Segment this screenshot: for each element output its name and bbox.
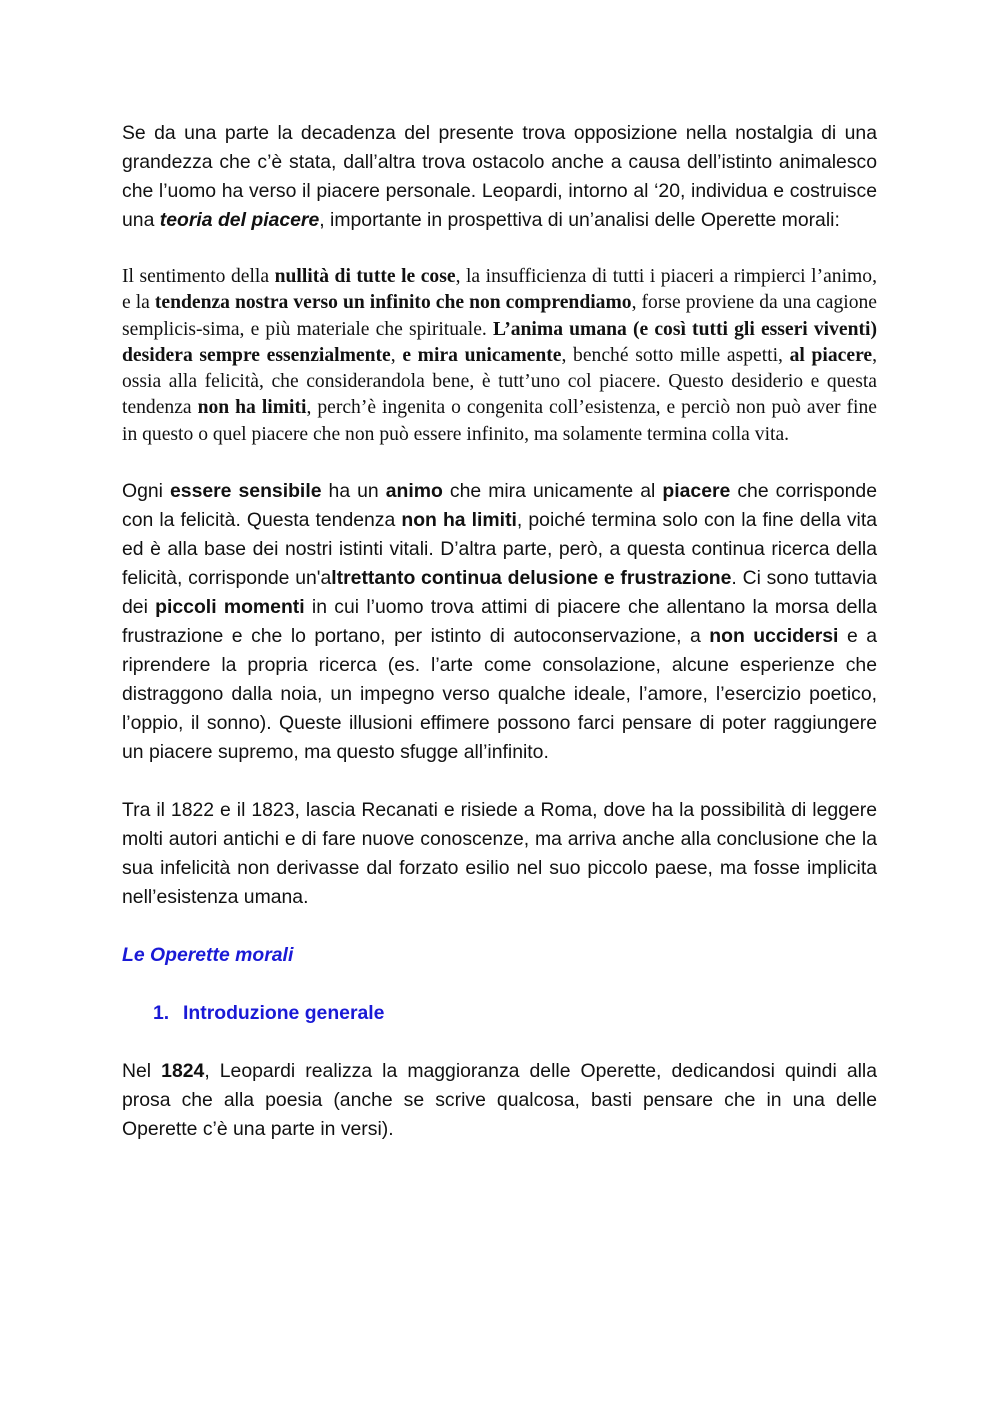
text-run: Ogni (122, 480, 170, 503)
paragraph-intro (122, 119, 877, 235)
text-run: , la insufficienza di tutti i piaceri a rimpierci l’animo, e la (122, 266, 877, 314)
text-run: e a riprendere la propria ricerca (es. l’arte come consolazione, alcune esperienze che distraggono dalla noia, un impegno verso qualche ideale, l’amore, l’esercizio poetico, l’oppio, il sonno). Queste illusioni effimere possono farci pensare di poter raggiungere un piacere supremo, ma questo sfugge all’infinito. (122, 625, 878, 764)
subsection-heading (122, 999, 877, 1028)
paragraph-piacere (122, 477, 877, 767)
bold-run: piccoli momenti (155, 596, 305, 619)
text-run: , benché sotto mille aspetti, (561, 344, 790, 366)
text-run: che mira unicamente al (442, 480, 663, 503)
bold-run: L’anima umana (e così tutti gli esseri viventi) desidera sempre essenzialmente (122, 318, 878, 366)
emphasis-teoria-del-piacere: teoria del piacere (159, 209, 320, 231)
text-run: Nel (122, 1060, 162, 1083)
subsection-title: Introduzione generale (183, 1002, 385, 1025)
bold-run: essere sensibile (170, 480, 322, 503)
text-run: , perch’è ingenita o congenita coll’esistenza, e perciò non può aver fine in questo o quel piacere che non può essere infinito, ma solamente termina colla vita. (122, 397, 877, 445)
bold-run: non ha limiti (401, 509, 517, 532)
text-run: ha un (321, 480, 386, 503)
text-run: . Ci sono tuttavia dei (122, 567, 877, 619)
paragraph-roma: Tra il 1822 e il 1823, lascia Recanati e risiede a Roma, dove ha la possibilità di leggere molti autori antichi e di fare nuove conoscenze, ma arriva anche alla conclusione che la sua infelicità non derivasse dal forzato esilio nel suo piccolo paese, ma fosse implicita nell’esistenza umana. (122, 799, 877, 909)
text-run: Se da una parte la decadenza del presente trova opposizione nella nostalgia di una grandezza che c’è stata, dall’altra trova ostacolo anche a causa dell’istinto animalesco che l’uomo ha verso il piacere personale. Leopardi, intorno al ‘20, individua e costruisce una (122, 122, 877, 231)
bold-run: al piacere (789, 344, 873, 366)
text-run: in cui l’uomo trova attimi di piacere che allentano la morsa della frustrazione e che lo portano, per istinto di autoconservazione, a (122, 596, 877, 648)
bold-run: e mira unicamente (402, 344, 562, 366)
text-run: , forse proviene da una cagione semplicis-sima, e più materiale che spirituale. (122, 292, 877, 340)
text-run: , (390, 344, 403, 366)
bold-run: non uccidersi (709, 625, 839, 648)
text-run: Il sentimento della (122, 266, 275, 287)
bold-run: ltrettanto continua delusione e frustrazione (331, 567, 732, 590)
bold-run: non ha limiti (197, 397, 307, 419)
text-run: , ossia alla felicità, che considerandola bene, è tutt’uno col piacere. Questo desiderio e questa tendenza (122, 344, 878, 419)
text-run: , Leopardi realizza la maggioranza delle Operette, dedicandosi quindi alla prosa che alla poesia (anche se scrive qualcosa, basti pensare che in una delle Operette c’è una parte in versi). (122, 1060, 878, 1141)
text-run: , poiché termina solo con la fine della vita ed è alla base dei nostri istinti vitali. D’altra parte, però, a questa continua ricerca della felicità, corrisponde un'a (122, 509, 877, 590)
bold-run: piacere (662, 480, 731, 503)
quotation-block (122, 264, 877, 448)
bold-run: 1824 (161, 1060, 205, 1083)
bold-run: animo (385, 480, 443, 503)
bold-run: nullità di tutte le cose (274, 266, 456, 287)
text-run: che corrisponde con la felicità. Questa tendenza (122, 480, 877, 532)
page-content (122, 119, 877, 1144)
paragraph-1824 (122, 1057, 877, 1144)
bold-run: tendenza nostra verso un infinito che non comprendiamo (154, 292, 632, 314)
text-run: , importante in prospettiva di un’analisi delle Operette morali: (319, 209, 840, 231)
section-heading: Le Operette morali (122, 944, 294, 967)
subsection-number: 1. (153, 1002, 170, 1025)
